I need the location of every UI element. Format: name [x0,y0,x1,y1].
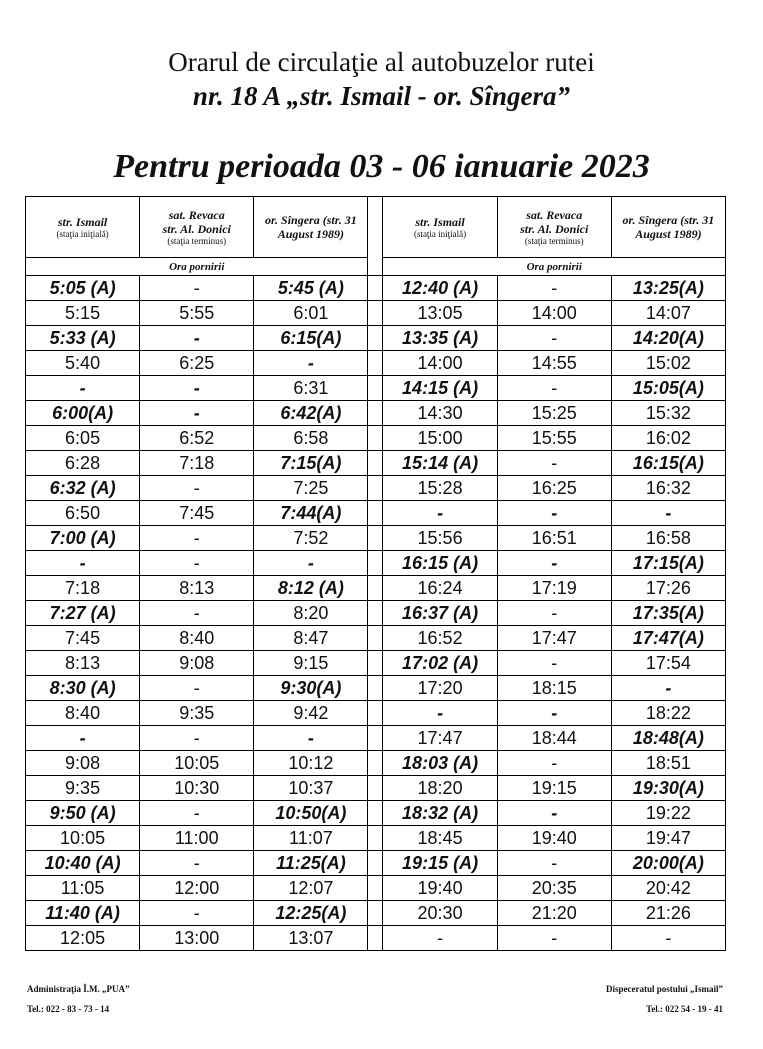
table-row [26,601,726,626]
time-cell: 16:25 [497,476,611,501]
time-cell: 14:07 [611,301,725,326]
time-cell: 20:42 [611,876,725,901]
time-cell: 19:30(A) [611,776,725,801]
time-cell: 19:15 (A) [383,851,497,876]
time-cell: 18:15 [497,676,611,701]
time-cell: 10:12 [254,751,368,776]
table-gap [368,651,383,676]
time-cell: 7:15(A) [254,451,368,476]
table-gap [368,351,383,376]
time-cell: - [497,551,611,576]
time-cell: 14:30 [383,401,497,426]
table-gap [368,701,383,726]
table-gap [368,197,383,276]
time-cell: 7:45 [140,501,254,526]
time-cell: 12:25(A) [254,901,368,926]
time-cell: - [497,926,611,951]
table-row [26,551,726,576]
time-cell: 9:42 [254,701,368,726]
time-cell: 16:58 [611,526,725,551]
time-cell: - [611,926,725,951]
table-gap [368,626,383,651]
header-row [26,197,726,258]
table-gap [368,576,383,601]
time-cell: 15:02 [611,351,725,376]
table-row [26,901,726,926]
schedule-table [25,196,726,951]
time-cell: 8:47 [254,626,368,651]
time-cell: 5:40 [26,351,140,376]
table-row [26,276,726,301]
time-cell: 12:40 (A) [383,276,497,301]
time-cell: 13:00 [140,926,254,951]
time-cell: 20:00(A) [611,851,725,876]
time-cell: 9:15 [254,651,368,676]
time-cell: 21:26 [611,901,725,926]
time-cell: - [497,851,611,876]
time-cell: 19:40 [497,826,611,851]
time-cell: 6:00(A) [26,401,140,426]
time-cell: - [140,551,254,576]
time-cell: 19:22 [611,801,725,826]
table-gap [368,376,383,401]
time-cell: 6:05 [26,426,140,451]
table-row [26,476,726,501]
time-cell: 17:02 (A) [383,651,497,676]
departure-time-label: Ora pornirii [26,258,368,276]
time-cell: 14:00 [383,351,497,376]
time-cell: - [497,701,611,726]
col-header-singera: or. Sîngera (str. 31 August 1989) [254,197,368,258]
table-gap [368,676,383,701]
time-cell: 18:22 [611,701,725,726]
time-cell: - [497,451,611,476]
table-row [26,626,726,651]
table-gap [368,326,383,351]
time-cell: 20:30 [383,901,497,926]
table-row [26,576,726,601]
time-cell: 19:40 [383,876,497,901]
time-cell: - [140,526,254,551]
time-cell: - [497,651,611,676]
time-cell: 18:45 [383,826,497,851]
col-header-revaca: sat. Revaca str. Al. Donici (staţia terminus) [140,197,254,258]
time-cell: - [140,726,254,751]
table-gap [368,426,383,451]
time-cell: 15:28 [383,476,497,501]
time-cell: 15:25 [497,401,611,426]
time-cell: 17:54 [611,651,725,676]
time-cell: 13:35 (A) [383,326,497,351]
time-cell: - [140,601,254,626]
time-cell: 15:14 (A) [383,451,497,476]
time-cell: 6:01 [254,301,368,326]
time-cell: - [140,401,254,426]
time-cell: 7:27 (A) [26,601,140,626]
time-cell: 7:45 [26,626,140,651]
time-cell: 16:02 [611,426,725,451]
table-gap [368,751,383,776]
time-cell: 14:00 [497,301,611,326]
time-cell: - [26,726,140,751]
time-cell: - [497,326,611,351]
time-cell: - [497,276,611,301]
time-cell: 11:07 [254,826,368,851]
period-title: Pentru perioada 03 - 06 ianuarie 2023 [113,148,650,185]
time-cell: 7:18 [140,451,254,476]
time-cell: 17:15(A) [611,551,725,576]
table-gap [368,901,383,926]
time-cell: - [26,551,140,576]
table-row [26,401,726,426]
time-cell: 7:25 [254,476,368,501]
time-cell: 10:40 (A) [26,851,140,876]
time-cell: 15:32 [611,401,725,426]
time-cell: 11:00 [140,826,254,851]
footer-dispatch: Dispeceratul postului „Ismail” [605,984,723,994]
time-cell: 13:25(A) [611,276,725,301]
time-cell: 18:32 (A) [383,801,497,826]
time-cell: 7:44(A) [254,501,368,526]
time-cell: 5:55 [140,301,254,326]
time-cell: 16:51 [497,526,611,551]
time-cell: - [383,926,497,951]
time-cell: - [254,551,368,576]
time-cell: 9:35 [140,701,254,726]
time-cell: 15:05(A) [611,376,725,401]
time-cell: 7:18 [26,576,140,601]
time-cell: 11:40 (A) [26,901,140,926]
col-header-ismail: str. Ismail (staţia iniţială) [26,197,140,258]
table-row [26,926,726,951]
table-gap [368,451,383,476]
time-cell: 5:33 (A) [26,326,140,351]
table-row [26,326,726,351]
table-row [26,701,726,726]
time-cell: 14:15 (A) [383,376,497,401]
title-line-1: Orarul de circulaţie al autobuzelor rutei [168,47,595,77]
table-gap [368,726,383,751]
table-gap [368,401,383,426]
time-cell: 16:32 [611,476,725,501]
time-cell: 17:47 [383,726,497,751]
table-gap [368,526,383,551]
time-cell: 20:35 [497,876,611,901]
time-cell: - [140,851,254,876]
time-cell: - [497,601,611,626]
time-cell: 15:56 [383,526,497,551]
table-row [26,426,726,451]
time-cell: 15:55 [497,426,611,451]
table-row [26,676,726,701]
table-row [26,876,726,901]
time-cell: - [497,801,611,826]
time-cell: 14:20(A) [611,326,725,351]
table-gap [368,801,383,826]
time-cell: 16:15 (A) [383,551,497,576]
time-cell: 8:40 [26,701,140,726]
table-gap [368,826,383,851]
time-cell: 5:15 [26,301,140,326]
time-cell: 17:20 [383,676,497,701]
time-cell: 6:15(A) [254,326,368,351]
time-cell: 12:07 [254,876,368,901]
time-cell: - [497,751,611,776]
time-cell: 21:20 [497,901,611,926]
time-cell: 8:13 [140,576,254,601]
time-cell: 16:15(A) [611,451,725,476]
time-cell: 16:52 [383,626,497,651]
time-cell: - [140,676,254,701]
time-cell: - [383,501,497,526]
time-cell: 8:13 [26,651,140,676]
time-cell: - [140,326,254,351]
time-cell: - [140,276,254,301]
time-cell: 10:05 [26,826,140,851]
table-row [26,826,726,851]
time-cell: 16:24 [383,576,497,601]
time-cell: 6:28 [26,451,140,476]
table-row [26,851,726,876]
time-cell: 9:50 (A) [26,801,140,826]
time-cell: - [140,376,254,401]
footer-admin-phone: Tel.: 022 - 83 - 73 - 14 [27,1004,110,1014]
table-row [26,301,726,326]
time-cell: 9:35 [26,776,140,801]
table-row [26,526,726,551]
table-row [26,451,726,476]
time-cell: 18:44 [497,726,611,751]
col-header-ismail-2: str. Ismail (staţia iniţială) [383,197,497,258]
time-cell: 17:47 [497,626,611,651]
time-cell: 10:37 [254,776,368,801]
col-header-singera-2: or. Sîngera (str. 31 August 1989) [611,197,725,258]
table-row [26,651,726,676]
time-cell: 17:26 [611,576,725,601]
time-cell: 5:05 (A) [26,276,140,301]
time-cell: - [497,501,611,526]
time-cell: 10:30 [140,776,254,801]
time-cell: - [140,901,254,926]
time-cell: 13:07 [254,926,368,951]
footer-dispatch-phone: Tel.: 022 54 - 19 - 41 [646,1004,723,1014]
time-cell: 6:32 (A) [26,476,140,501]
time-cell: 6:58 [254,426,368,451]
table-gap [368,301,383,326]
time-cell: - [497,376,611,401]
time-cell: - [26,376,140,401]
table-row [26,501,726,526]
time-cell: 8:12 (A) [254,576,368,601]
time-cell: - [383,701,497,726]
time-cell: 9:08 [26,751,140,776]
table-gap [368,776,383,801]
time-cell: 15:00 [383,426,497,451]
time-cell: 12:05 [26,926,140,951]
time-cell: 14:55 [497,351,611,376]
time-cell: 11:05 [26,876,140,901]
table-row [26,751,726,776]
route-title: nr. 18 A „str. Ismail - or. Sîngera” [192,81,571,111]
table-gap [368,601,383,626]
time-cell: 12:00 [140,876,254,901]
time-cell: 10:05 [140,751,254,776]
col-header-revaca-2: sat. Revaca str. Al. Donici (staţia terminus) [497,197,611,258]
table-row [26,376,726,401]
time-cell: 16:37 (A) [383,601,497,626]
table-gap [368,476,383,501]
time-cell: 17:47(A) [611,626,725,651]
time-cell: 19:47 [611,826,725,851]
time-cell: 17:35(A) [611,601,725,626]
time-cell: - [611,501,725,526]
time-cell: 8:30 (A) [26,676,140,701]
time-cell: 9:30(A) [254,676,368,701]
time-cell: 18:03 (A) [383,751,497,776]
footer-admin: Administraţia Î.M. „PUA” [27,984,130,994]
time-cell: 5:45 (A) [254,276,368,301]
time-cell: 19:15 [497,776,611,801]
time-cell: - [254,726,368,751]
time-cell: 8:20 [254,601,368,626]
time-cell: 18:51 [611,751,725,776]
table-gap [368,551,383,576]
table-gap [368,276,383,301]
time-cell: 6:25 [140,351,254,376]
table-row [26,801,726,826]
departure-time-label-2: Ora pornirii [383,258,726,276]
time-cell: 18:20 [383,776,497,801]
table-row [26,776,726,801]
table-gap [368,851,383,876]
time-cell: 17:19 [497,576,611,601]
time-cell: - [140,801,254,826]
time-cell: 10:50(A) [254,801,368,826]
time-cell: 7:52 [254,526,368,551]
table-row [26,726,726,751]
time-cell: 13:05 [383,301,497,326]
time-cell: 6:50 [26,501,140,526]
table-row [26,351,726,376]
time-cell: 9:08 [140,651,254,676]
time-cell: 6:52 [140,426,254,451]
time-cell: - [611,676,725,701]
time-cell: - [254,351,368,376]
time-cell: 18:48(A) [611,726,725,751]
time-cell: - [140,476,254,501]
table-gap [368,501,383,526]
time-cell: 11:25(A) [254,851,368,876]
time-cell: 8:40 [140,626,254,651]
time-cell: 6:42(A) [254,401,368,426]
time-cell: 6:31 [254,376,368,401]
table-gap [368,926,383,951]
table-gap [368,876,383,901]
time-cell: 7:00 (A) [26,526,140,551]
